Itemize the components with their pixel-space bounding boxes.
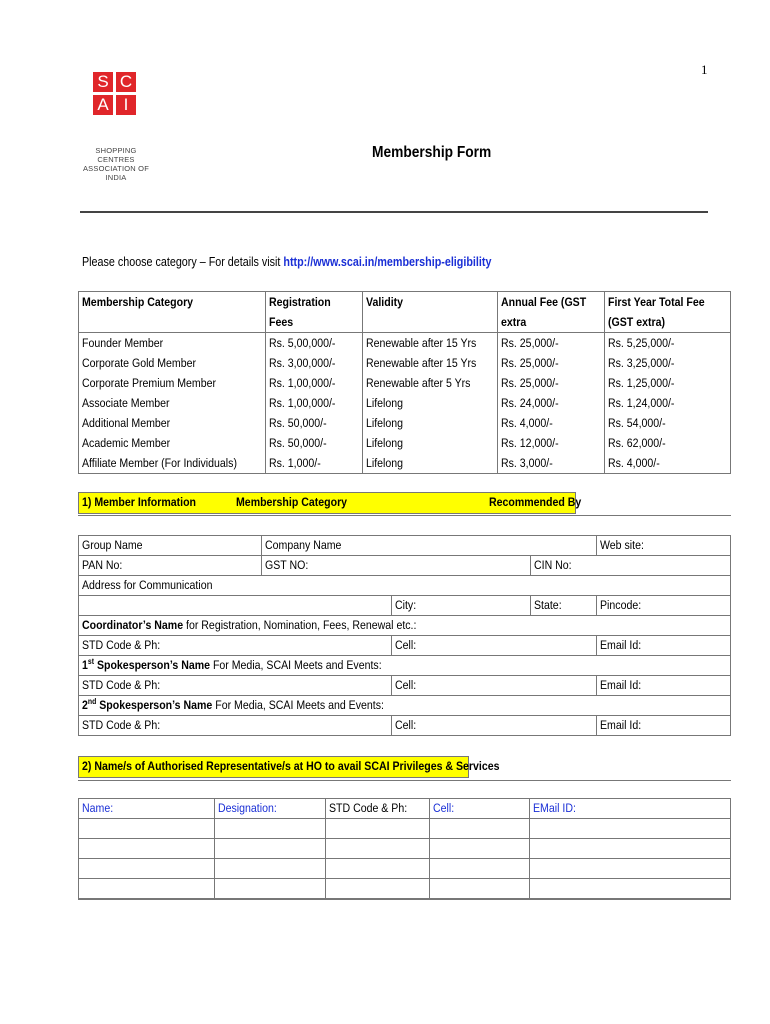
cell: Rs. 3,00,000/- [266,353,363,373]
cell: Corporate Premium Member [79,373,266,393]
cell: Rs. 5,25,000/- [605,333,731,354]
cell: Affiliate Member (For Individuals) [79,453,266,474]
table-row [79,819,731,839]
header-cell: Registration Fees [266,292,363,333]
cell: Renewable after 15 Yrs [362,353,497,373]
cell: Additional Member [79,413,266,433]
table-row [79,453,731,474]
spokesperson1-label: 1st Spokesperson’s Name For Media, SCAI Meets and Events: [79,656,731,676]
table-row [79,676,731,696]
table-row [79,576,731,596]
cell: Rs. 62,000/- [605,433,731,453]
cell: Rs. 1,24,000/- [605,393,731,413]
header-cell: First Year Total Fee (GST extra) [605,292,731,333]
cell-cell[interactable] [429,819,530,839]
cell: Associate Member [79,393,266,413]
std-phone-field[interactable]: STD Code & Ph: [79,676,392,696]
pincode-field[interactable]: Pincode: [597,596,731,616]
cin-field[interactable]: CIN No: [531,556,731,576]
name-cell[interactable] [79,819,215,839]
membership-category-label: Membership Category [236,495,348,509]
state-field[interactable]: State: [531,596,597,616]
header-divider [80,211,708,213]
table-row [79,353,731,373]
cell: Lifelong [362,453,497,474]
logo-letter-i: I [116,95,136,115]
cell: Lifelong [362,433,497,453]
address-label: Address for Communication [79,576,731,596]
eligibility-link[interactable]: http://www.scai.in/membership-eligibility [283,255,492,269]
table-row [79,393,731,413]
designation-cell[interactable] [214,819,325,839]
company-name-field[interactable]: Company Name [261,536,596,556]
cell: Renewable after 5 Yrs [362,373,497,393]
cell: Rs. 50,000/- [266,413,363,433]
intro-text [82,255,491,269]
recommended-by-label: Recommended By [489,495,582,509]
email-cell[interactable] [530,879,731,900]
page-title: Membership Form [372,144,492,161]
designation-cell[interactable] [214,879,325,900]
phone-cell[interactable] [325,879,429,900]
category-header-row [79,292,731,333]
section2-bar [78,756,731,778]
table-row [79,696,731,716]
table-row [79,433,731,453]
logo-letter-c: C [116,72,136,92]
intro-label: Please choose category – For details visit [82,255,284,269]
cell-field[interactable]: Cell: [392,636,597,656]
table-row [79,636,731,656]
email-cell[interactable] [530,859,731,879]
table-row [79,616,731,636]
reps-header-row [79,799,731,819]
header-cell: EMail ID: [530,799,731,819]
table-row [79,656,731,676]
cell: Academic Member [79,433,266,453]
cell: Rs. 24,000/- [498,393,605,413]
section1-label: 1) Member Information [82,495,196,509]
email-cell[interactable] [530,839,731,859]
logo-subtitle-line1: SHOPPING CENTRES [95,146,137,164]
cell-cell[interactable] [429,879,530,900]
name-cell[interactable] [79,879,215,900]
table-row [79,413,731,433]
header-cell: Validity [362,292,497,333]
representatives-table [78,798,731,900]
table-row [79,596,731,616]
website-field[interactable]: Web site: [597,536,731,556]
table-row [79,879,731,900]
email-field[interactable]: Email Id: [597,716,731,736]
std-phone-field[interactable]: STD Code & Ph: [79,636,392,656]
email-cell[interactable] [530,819,731,839]
cell-cell[interactable] [429,839,530,859]
pan-field[interactable]: PAN No: [79,556,262,576]
header-cell: Designation: [214,799,325,819]
phone-cell[interactable] [325,859,429,879]
cell: Rs. 54,000/- [605,413,731,433]
logo-letter-a: A [93,95,113,115]
table-row [79,333,731,354]
cell: Rs. 1,00,000/- [266,373,363,393]
cell: Rs. 1,00,000/- [266,393,363,413]
cell-field[interactable]: Cell: [392,676,597,696]
table-row [79,373,731,393]
header-cell: Annual Fee (GST extra [498,292,605,333]
logo-subtitle-line2: ASSOCIATION OF INDIA [82,164,149,182]
cell-field[interactable]: Cell: [392,716,597,736]
section2-label: 2) Name/s of Authorised Representative/s at HO to avail SCAI Privileges & Services [82,759,500,773]
address-field[interactable] [79,596,392,616]
group-name-field[interactable]: Group Name [79,536,262,556]
cell: Corporate Gold Member [79,353,266,373]
table-row [79,536,731,556]
table-row [79,839,731,859]
scai-logo [93,72,136,115]
member-info-table [78,535,731,736]
table-row [79,859,731,879]
cell: Founder Member [79,333,266,354]
header-cell: Name: [79,799,215,819]
divider [78,780,731,781]
cell: Rs. 12,000/- [498,433,605,453]
header-cell: Membership Category [79,292,266,333]
coordinator-label: Coordinator’s Name for Registration, Nomination, Fees, Renewal etc.: [79,616,731,636]
name-cell[interactable] [79,859,215,879]
table-row [79,716,731,736]
cell: Lifelong [362,413,497,433]
cell: Rs. 3,25,000/- [605,353,731,373]
designation-cell[interactable] [214,859,325,879]
cell: Rs. 25,000/- [498,373,605,393]
cell: Lifelong [362,393,497,413]
email-field[interactable]: Email Id: [597,636,731,656]
cell-cell[interactable] [429,859,530,879]
email-field[interactable]: Email Id: [597,676,731,696]
cell: Rs. 1,000/- [266,453,363,474]
std-phone-field[interactable]: STD Code & Ph: [79,716,392,736]
designation-cell[interactable] [214,839,325,859]
cell: Rs. 50,000/- [266,433,363,453]
cell: Rs. 1,25,000/- [605,373,731,393]
city-field[interactable]: City: [392,596,531,616]
phone-cell[interactable] [325,819,429,839]
table-row [79,556,731,576]
cell: Rs. 25,000/- [498,333,605,354]
phone-cell[interactable] [325,839,429,859]
logo-subtitle [76,146,156,182]
cell: Rs. 5,00,000/- [266,333,363,354]
header-cell: STD Code & Ph: [325,799,429,819]
name-cell[interactable] [79,839,215,859]
category-table [78,291,731,474]
cell: Renewable after 15 Yrs [362,333,497,354]
section1-bar [78,492,731,514]
spokesperson2-label: 2nd Spokesperson’s Name For Media, SCAI Meets and Events: [79,696,731,716]
page-number: 1 [701,62,708,77]
divider [78,515,731,516]
logo-letter-s: S [93,72,113,92]
header-cell: Cell: [429,799,530,819]
cell: Rs. 3,000/- [498,453,605,474]
cell: Rs. 4,000/- [498,413,605,433]
gst-field[interactable]: GST NO: [261,556,530,576]
cell: Rs. 25,000/- [498,353,605,373]
cell: Rs. 4,000/- [605,453,731,474]
